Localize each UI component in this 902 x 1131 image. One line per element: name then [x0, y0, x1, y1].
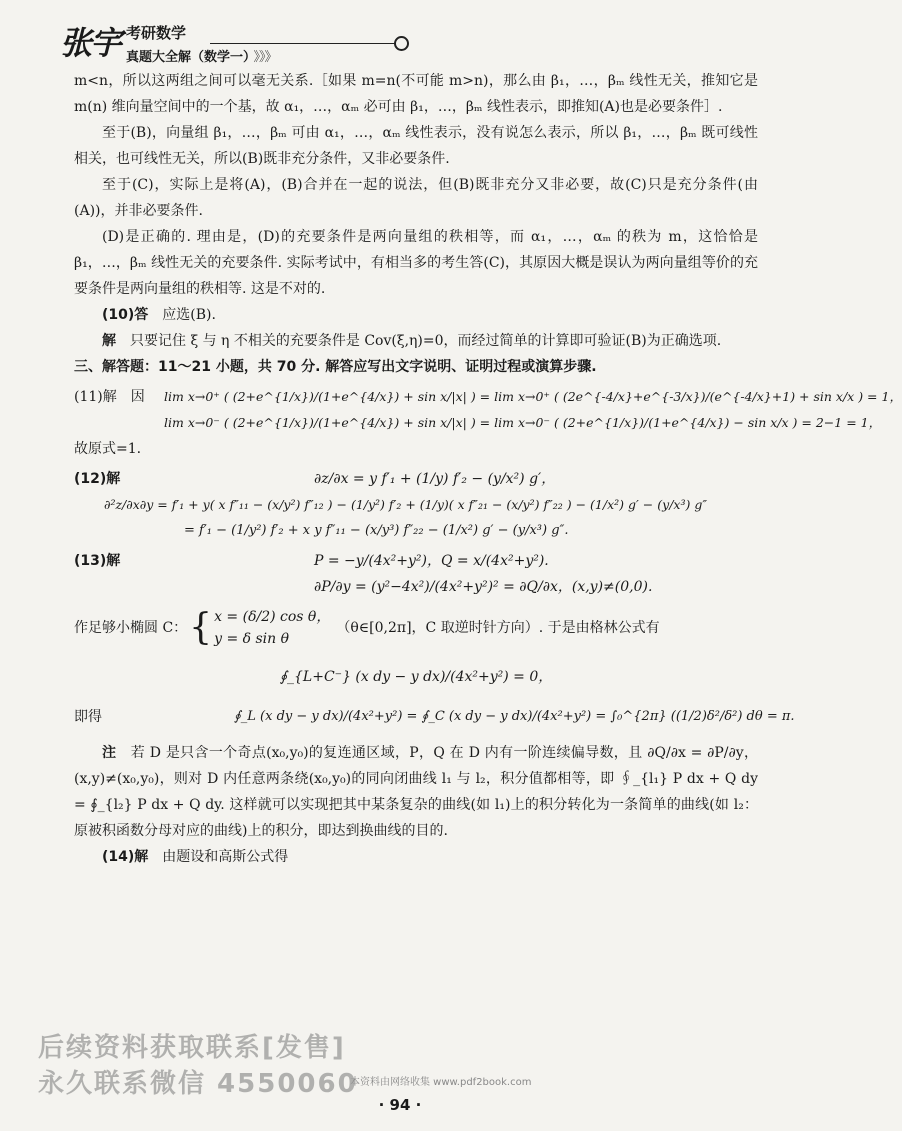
ellipse-y: y = δ sin θ — [214, 631, 290, 647]
note-label: 注 — [102, 745, 117, 761]
q12-block — [74, 466, 758, 544]
q13-result: ∮_L (x dy − y dx)/(4x²+y²) = ∮_C (x dy − y dx)/(4x²+y²) = ∫₀^{2π} ((1/2)δ²/δ²) dθ = π. — [234, 709, 795, 724]
watermark — [38, 1030, 358, 1102]
page-number: · 94 · — [378, 1096, 422, 1114]
watermark-line1: 后续资料获取联系[发售] — [38, 1033, 346, 1063]
q13-ellipse-intro: 作足够小椭圆 C： — [74, 620, 188, 636]
q11-conclusion: 故原式=1. — [74, 441, 142, 457]
paragraph: m<n，所以这两组之间可以毫无关系.［如果 m=n(不可能 m>n)，那么由 β₁，…，βₘ 线性无关，推知它是 m(n) 维向量空间中的一个基，故 α₁，…，αₘ 必可由 β₁，…，βₘ 线性表示，即推知(A)也是必要条件］. — [74, 73, 758, 115]
q11-eq2: lim x→0⁻ ( (2+e^{1/x})/(1+e^{4/x}) + sin x/|x| ) = lim x→0⁻ ( (2+e^{1/x})/(1+e^{4/x}) − sin x/x ) = 2−1 = 1， — [164, 415, 882, 430]
q13-eq2: ∂P/∂y = (y²−4x²)/(4x²+y²)² = ∂Q/∂x，(x,y)≠(0,0). — [314, 579, 653, 595]
header-rule — [210, 43, 395, 44]
source-url: 本资料由网络收集 www.pdf2book.com — [350, 1077, 532, 1088]
q12-row1 — [74, 466, 758, 492]
book-title — [126, 46, 277, 65]
ellipse-system — [214, 606, 330, 650]
note-text: 若 D 是只含一个奇点(x₀,y₀)的复连通区域，P，Q 在 D 内有一阶连续偏导数，且 ∂Q/∂x = ∂P/∂y，(x,y)≠(x₀,y₀)，则对 D 内任意两条绕(x₀,y₀)的同向闭曲线 l₁ 与 l₂，积分值都相等，即 ∮_{l₁} P dx + Q dy = ∮_{l₂} P dx + Q dy. 这样就可以实现把其中某条复杂的曲线(如 l₁)上的积分转化为一条简单的曲线(如 l₂：原被积函数分母对应的曲线)上的积分，即达到换曲线的目的. — [74, 745, 758, 839]
watermark-line2: 永久联系微信 4550060 — [38, 1069, 358, 1099]
q12-label: (12)解 — [74, 471, 121, 487]
q13-jide: 即得 — [74, 709, 102, 725]
q13-green: ∮_{L+C⁻} (x dy − y dx)/(4x²+y²) = 0， — [279, 669, 553, 685]
q10-solution — [74, 328, 758, 354]
q14 — [74, 844, 758, 870]
q10-label: (10)答 — [102, 307, 149, 323]
q13-block — [74, 548, 795, 730]
q13-row1 — [74, 548, 758, 574]
q10-text: 只要记住 ξ 与 η 不相关的充要条件是 Cov(ξ,η)=0，而经过简单的计算即可验证(B)为正确选项. — [130, 333, 722, 349]
section-heading: 三、解答题：11～21 小题，共 70 分. 解答应写出文字说明、证明过程或演算步骤. — [74, 359, 597, 375]
q10-jie: 解 — [102, 333, 116, 349]
arrows-icon: 》》》 — [253, 50, 277, 65]
series-title: 考研数学 — [126, 24, 187, 42]
q14-label: (14)解 — [102, 849, 149, 865]
book-title-text: 真题大全解（数学一） — [126, 50, 250, 65]
q13-ellipse — [74, 606, 758, 650]
paragraph: 至于(B)，向量组 β₁，…，βₘ 可由 α₁，…，αₘ 线性表示，没有说怎么表示，所以 β₁，…，βₘ 既可线性相关，也可线性无关，所以(B)既非充分条件，又非必要条件. — [74, 125, 758, 167]
q11-label: (11)解 因 — [74, 389, 145, 405]
page-header — [60, 14, 420, 68]
q13-result-row — [74, 704, 795, 730]
q11-row2 — [74, 410, 882, 436]
paragraph: 至于(C)，实际上是将(A)，(B)合并在一起的说法，但(B)既非充分又非必要，故(C)只是充分条件(由(A))，并非必要条件. — [74, 177, 758, 219]
q14-text: 由题设和高斯公式得 — [162, 849, 289, 865]
q12-row2 — [74, 492, 758, 518]
q10-answer — [74, 302, 758, 328]
q13-label: (13)解 — [74, 553, 121, 569]
paragraph: (D)是正确的. 理由是，(D)的充要条件是两向量组的秩相等，而 α₁，…，αₘ 的秩为 m，这恰恰是 β₁，…，βₘ 线性无关的充要条件. 实际考试中，有相当多的考生答(C)，其原因大概是误认为两向量组等价的充要条件是两向量组的秩相等. 这是不对的. — [74, 229, 758, 297]
page-body — [74, 68, 902, 870]
q11-row1 — [74, 384, 902, 410]
q12-eq1: ∂z/∂x = y f′₁ + (1/y) f′₂ − (y/x²) g′， — [314, 471, 556, 487]
q12-eq2: ∂²z/∂x∂y = f′₁ + y( x f″₁₁ − (x/y²) f″₁₂ ) − (1/y²) f′₂ + (1/y)( x f″₂₁ − (x/y²) f″₂₂ ) − (1/x²) g′ − (y/x³) g″ — [104, 497, 707, 512]
q13-row2 — [74, 574, 758, 600]
q12-eq3: = f′₁ − (1/y²) f′₂ + x y f″₁₁ − (x/y³) f″₂₂ − (1/x²) g′ − (y/x³) g″. — [184, 523, 569, 538]
note — [74, 740, 758, 844]
brace-icon: { — [189, 607, 213, 648]
q10-answer-text: 应选(B). — [162, 307, 216, 323]
q13-eq1: P = −y/(4x²+y²)，Q = x/(4x²+y²). — [314, 553, 549, 569]
q11-eq1: lim x→0⁺ ( (2+e^{1/x})/(1+e^{4/x}) + sin x/|x| ) = lim x→0⁺ ( (2e^{-4/x}+e^{-3/x})/(e^{-4/x}+1) + sin x/x ) = 1， — [164, 389, 902, 404]
author-logo: 张宇 — [60, 24, 121, 62]
ellipse-x: x = (δ/2) cos θ， — [214, 609, 331, 625]
q11-block — [74, 384, 902, 462]
header-ring-icon — [394, 36, 409, 51]
q13-ellipse-tail: （θ∈[0,2π]，C 取逆时针方向）. 于是由格林公式有 — [336, 620, 660, 636]
q12-row3 — [74, 518, 758, 544]
